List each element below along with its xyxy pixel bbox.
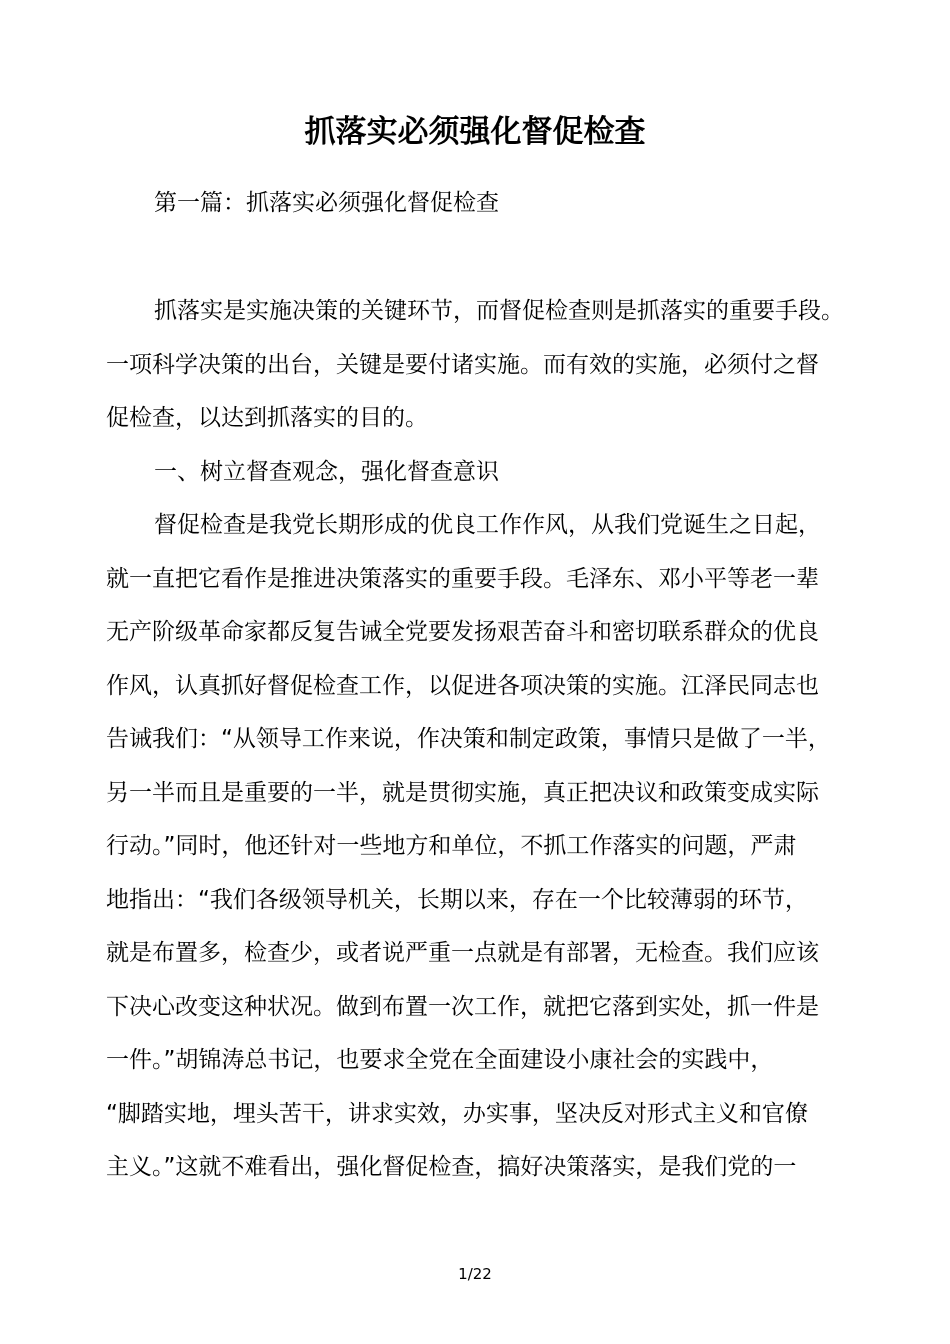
text-line: 抓落实是实施决策的关键环节，而督促检查则是抓落实的重要手段。 bbox=[154, 298, 844, 324]
page-number: 1/22 bbox=[458, 1265, 492, 1283]
text-line: 督促检查是我党长期形成的优良工作作风，从我们党诞生之日起， bbox=[154, 512, 821, 538]
text-line: 无产阶级革命家都反复告诫全党要发扬艰苦奋斗和密切联系群众的优良 bbox=[106, 619, 819, 645]
text-line: 告诫我们：“从领导工作来说，作决策和制定政策，事情只是做了一半， bbox=[106, 726, 831, 752]
text-line: 促检查，以达到抓落实的目的。 bbox=[106, 405, 428, 431]
text-line: 主义。”这就不难看出，强化督促检查，搞好决策落实，是我们党的一 bbox=[106, 1154, 797, 1180]
text-line: 一、树立督查观念，强化督查意识 bbox=[154, 458, 499, 485]
paragraph-heading bbox=[106, 453, 854, 507]
text-line: 下决心改变这种状况。做到布置一次工作，就把它落到实处，抓一件是 bbox=[106, 993, 819, 1020]
text-line: 一件。”胡锦涛总书记，也要求全党在全面建设小康社会的实践中， bbox=[106, 1047, 774, 1073]
document-body bbox=[106, 292, 854, 1202]
document-title: 抓落实必须强化督促检查 bbox=[304, 114, 646, 150]
text-line: 就一直把它看作是推进决策落实的重要手段。毛泽东、邓小平等老一辈 bbox=[106, 565, 819, 592]
text-line: 就是布置多，检查少，或者说严重一点就是有部署，无检查。我们应该 bbox=[106, 940, 819, 966]
text-line: “脚踏实地，埋头苦干，讲求实效，办实事，坚决反对形式主义和官僚 bbox=[106, 1100, 808, 1127]
text-line: 作风，认真抓好督促检查工作，以促进各项决策的实施。江泽民同志也 bbox=[106, 672, 819, 699]
text-line: 地指出：“我们各级领导机关，长期以来，存在一个比较薄弱的环节， bbox=[106, 886, 808, 913]
text-line: 行动。”同时，他还针对一些地方和单位，不抓工作落实的问题，严肃 bbox=[106, 833, 797, 859]
paragraph bbox=[106, 292, 854, 453]
text-line: 另一半而且是重要的一半，就是贯彻实施，真正把决议和政策变成实际 bbox=[106, 779, 819, 806]
text-line: 一项科学决策的出台，关键是要付诸实施。而有效的实施，必须付之督 bbox=[106, 351, 819, 378]
paragraph bbox=[106, 506, 854, 1202]
section-heading: 第一篇：抓落实必须强化督促检查 bbox=[154, 190, 499, 216]
